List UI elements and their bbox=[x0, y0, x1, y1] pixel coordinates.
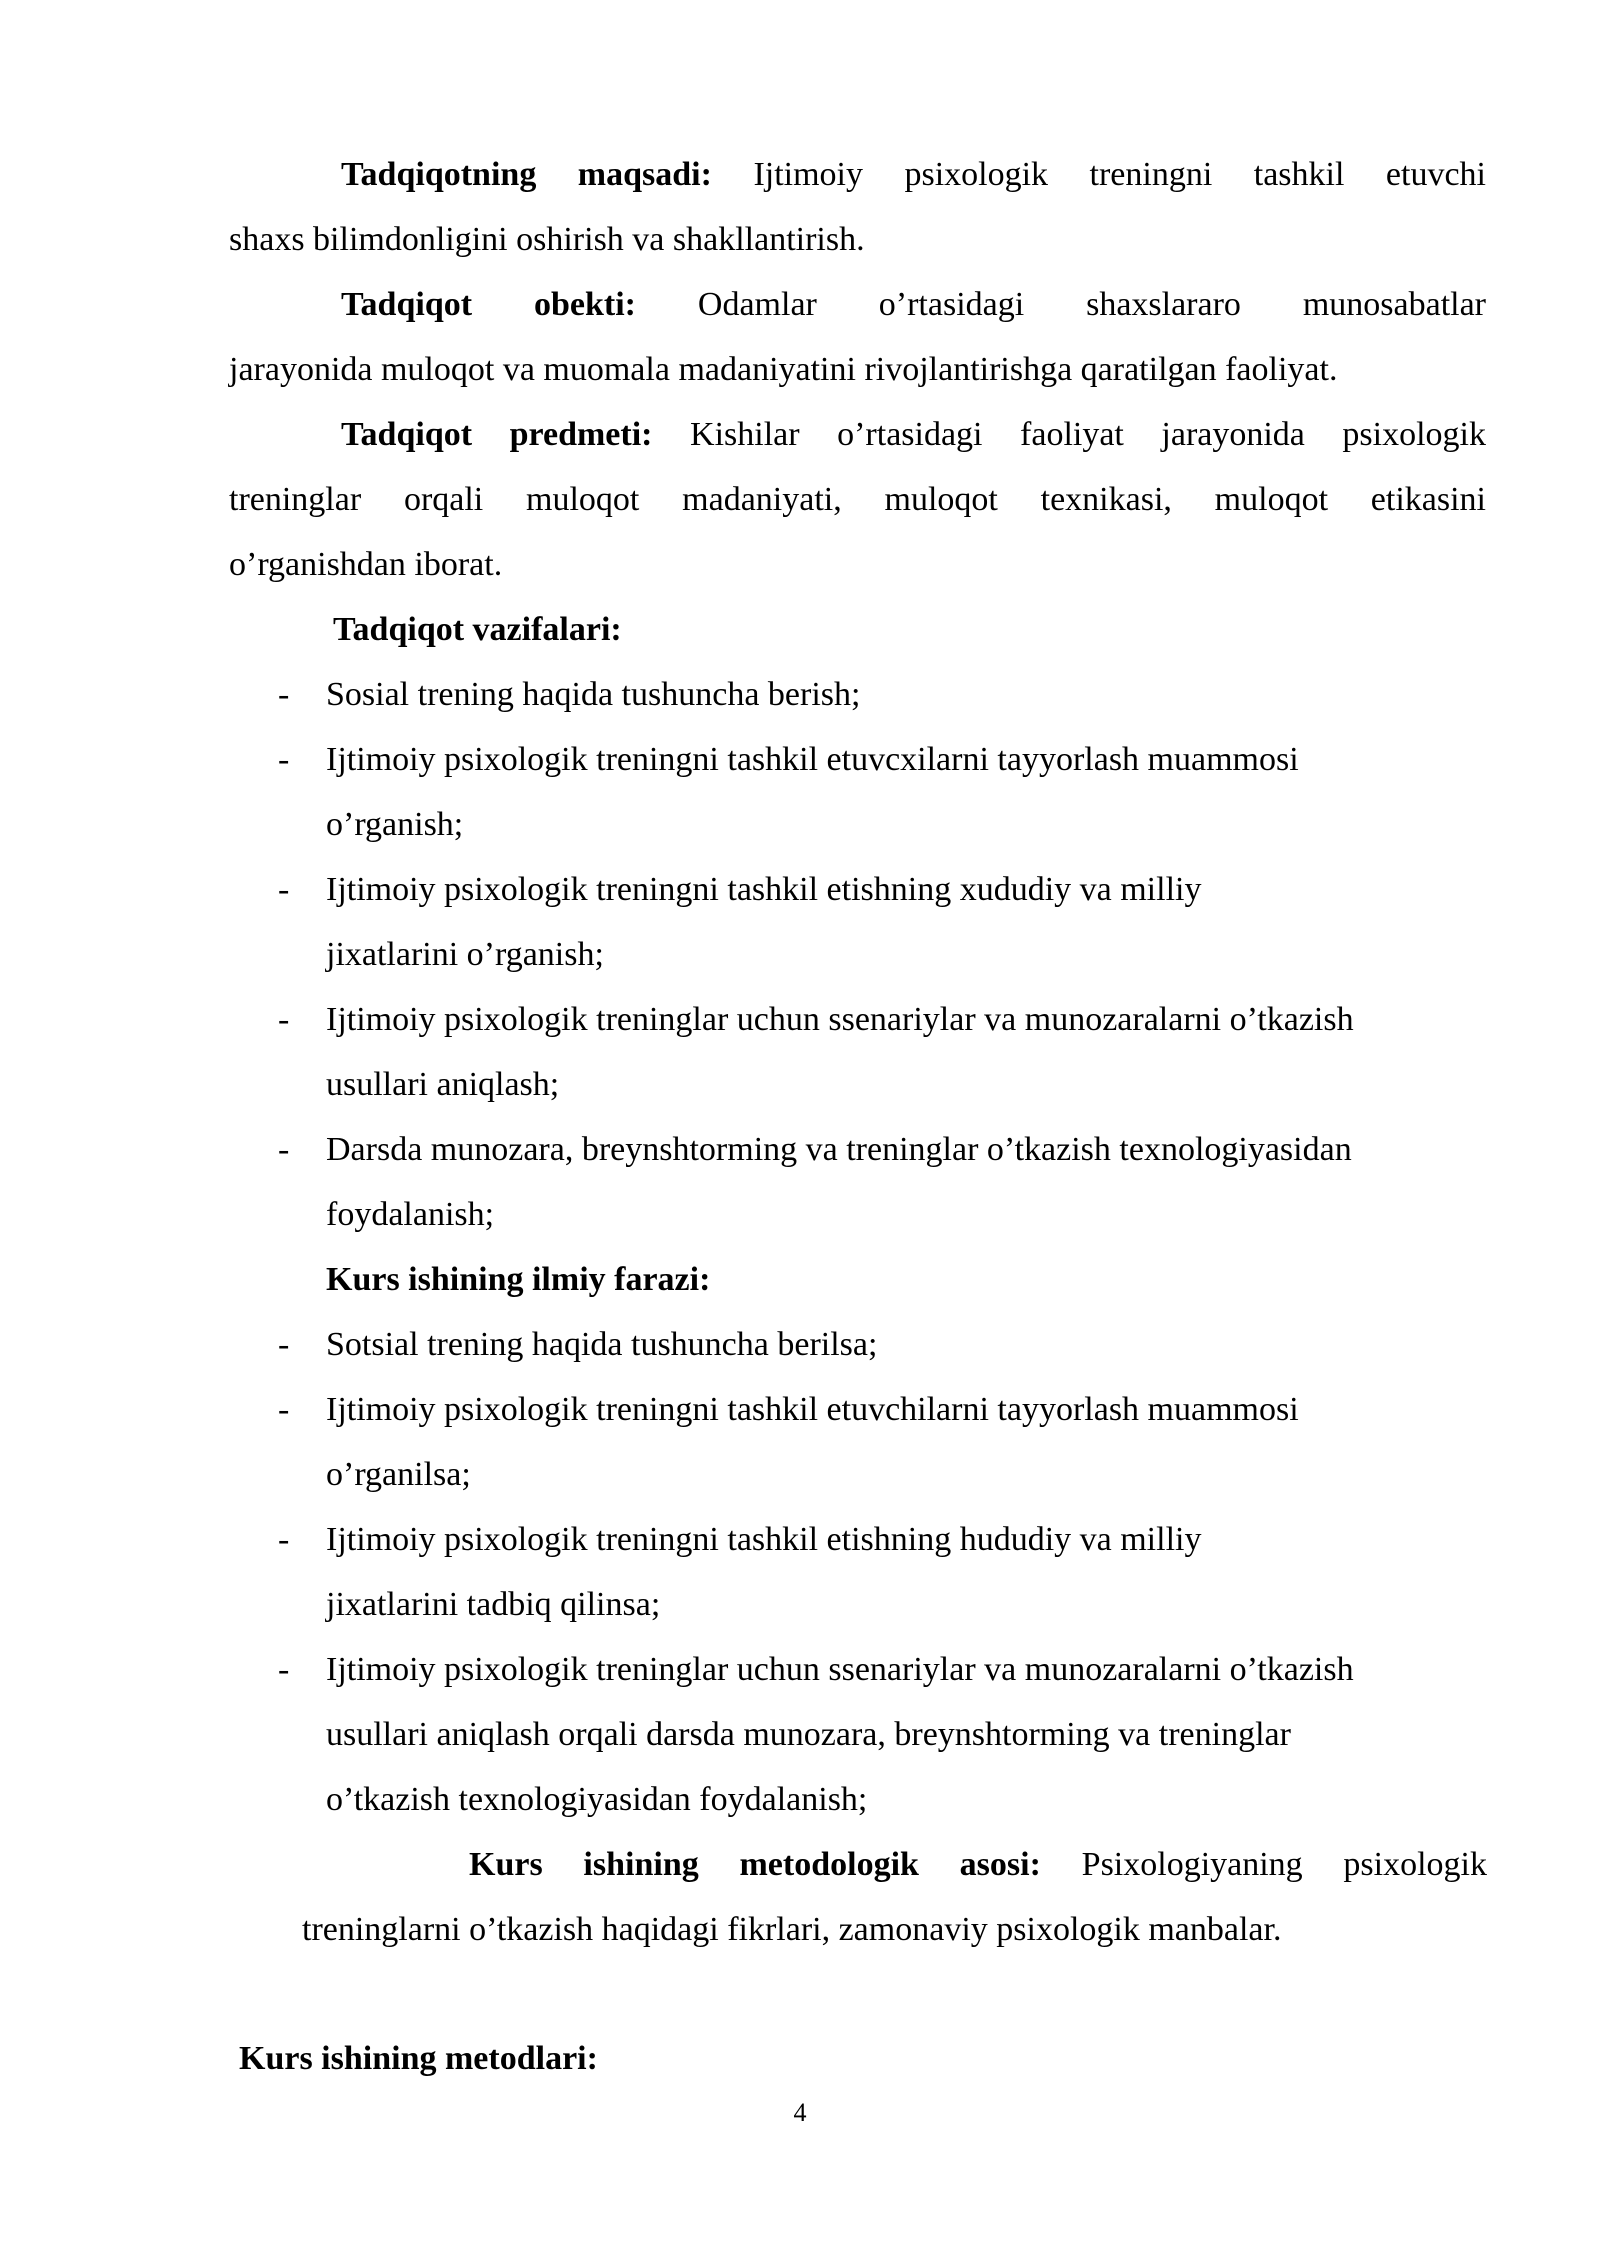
hypothesis-1-text-1: Sotsial trening haqida tushuncha berilsa; bbox=[326, 1326, 878, 1363]
goal-heading: Tadqiqotning maqsadi: bbox=[341, 156, 712, 193]
hypothesis-3-text-2: jixatlarini tadbiq qilinsa; bbox=[326, 1586, 661, 1623]
hypothesis-4-text-3: o’tkazish texnologiyasidan foydalanish; bbox=[326, 1781, 868, 1818]
object-paragraph-line-1 bbox=[341, 272, 1486, 337]
task-3-text-2: jixatlarini o’rganish; bbox=[326, 936, 604, 973]
object-text-1: Odamlar o’rtasidagi shaxslararo munosabatlar bbox=[697, 286, 1487, 323]
subject-text-2: treninglar orqali muloqot madaniyati, muloqot texnikasi, muloqot etikasini bbox=[229, 481, 1486, 518]
task-2-dash: - bbox=[278, 741, 290, 778]
goal-paragraph-line-1 bbox=[341, 142, 1486, 207]
task-5-text-2: foydalanish; bbox=[326, 1196, 495, 1233]
task-2-text-2: o’rganish; bbox=[326, 806, 464, 843]
subject-text-1: Kishilar o’rtasidagi faoliyat jarayonida psixologik bbox=[690, 416, 1487, 453]
goal-text-2: shaxs bilimdonligini oshirish va shakllantirish. bbox=[229, 221, 865, 258]
task-5-text-1: Darsda munozara, breynshtorming va treninglar o’tkazish texnologiyasidan bbox=[326, 1131, 1352, 1168]
hypothesis-3-text-1: Ijtimoiy psixologik treningni tashkil etishning hududiy va milliy bbox=[326, 1521, 1202, 1558]
goal-text-1: Ijtimoiy psixologik treningni tashkil etuvchi bbox=[753, 156, 1486, 193]
methodology-paragraph-line-1 bbox=[469, 1832, 1487, 1897]
subject-heading: Tadqiqot predmeti: bbox=[341, 416, 653, 453]
tasks-heading: Tadqiqot vazifalari: bbox=[333, 611, 622, 648]
hypothesis-heading: Kurs ishining ilmiy farazi: bbox=[326, 1261, 711, 1298]
hypothesis-3-dash: - bbox=[278, 1521, 290, 1558]
task-2-text-1: Ijtimoiy psixologik treningni tashkil etuvcxilarni tayyorlash muammosi bbox=[326, 741, 1299, 778]
methodology-text-1: Psixologiyaning psixologik bbox=[1081, 1846, 1487, 1883]
hypothesis-2-text-2: o’rganilsa; bbox=[326, 1456, 471, 1493]
methodology-heading: Kurs ishining metodologik asosi: bbox=[469, 1846, 1041, 1883]
methods-heading: Kurs ishining metodlari: bbox=[239, 2040, 598, 2077]
task-4-text-1: Ijtimoiy psixologik treninglar uchun ssenariylar va munozaralarni o’tkazish bbox=[326, 1001, 1354, 1038]
task-3-dash: - bbox=[278, 871, 290, 908]
subject-paragraph-line-1 bbox=[341, 402, 1486, 467]
task-5-dash: - bbox=[278, 1131, 290, 1168]
hypothesis-2-text-1: Ijtimoiy psixologik treningni tashkil etuvchilarni tayyorlash muammosi bbox=[326, 1391, 1299, 1428]
task-4-text-2: usullari aniqlash; bbox=[326, 1066, 560, 1103]
object-heading: Tadqiqot obekti: bbox=[341, 286, 636, 323]
task-4-dash: - bbox=[278, 1001, 290, 1038]
hypothesis-4-dash: - bbox=[278, 1651, 290, 1688]
task-3-text-1: Ijtimoiy psixologik treningni tashkil etishning xududiy va milliy bbox=[326, 871, 1202, 908]
task-1-dash: - bbox=[278, 676, 290, 713]
hypothesis-4-text-2: usullari aniqlash orqali darsda munozara, breynshtorming va treninglar bbox=[326, 1716, 1291, 1753]
subject-text-3: o’rganishdan iborat. bbox=[229, 546, 503, 583]
hypothesis-1-dash: - bbox=[278, 1326, 290, 1363]
hypothesis-4-text-1: Ijtimoiy psixologik treninglar uchun ssenariylar va munozaralarni o’tkazish bbox=[326, 1651, 1354, 1688]
methodology-text-2: treninglarni o’tkazish haqidagi fikrlari, zamonaviy psixologik manbalar. bbox=[302, 1911, 1282, 1948]
page-number: 4 bbox=[793, 2098, 807, 2127]
hypothesis-2-dash: - bbox=[278, 1391, 290, 1428]
object-text-2: jarayonida muloqot va muomala madaniyatini rivojlantirishga qaratilgan faoliyat. bbox=[229, 351, 1338, 388]
task-1-text-1: Sosial trening haqida tushuncha berish; bbox=[326, 676, 861, 713]
